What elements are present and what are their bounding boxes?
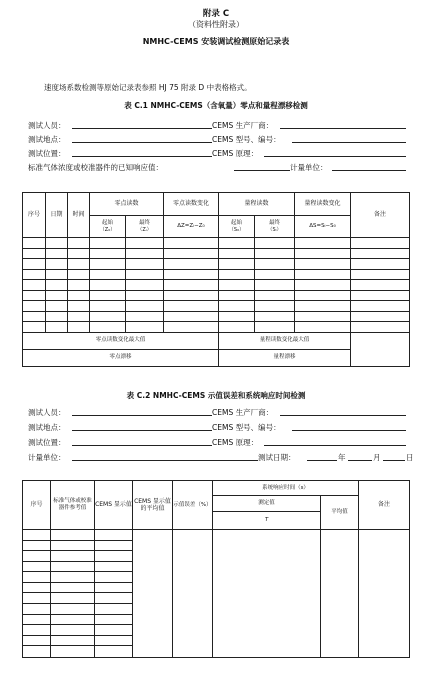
t2-subrow[interactable] — [51, 604, 94, 615]
t1-cell[interactable] — [90, 280, 126, 291]
t1-zero-end-label: 最终 — [139, 219, 151, 226]
t1-cell[interactable] — [255, 311, 295, 322]
t1-header-zero-end — [126, 216, 164, 238]
t2-day-line[interactable] — [383, 452, 405, 461]
t1-cell[interactable] — [68, 301, 90, 312]
t1-cell[interactable] — [68, 322, 90, 333]
t1-cell[interactable] — [219, 248, 255, 259]
t2-header-remark: 备注 — [359, 481, 410, 530]
t2-subrow[interactable] — [23, 604, 50, 615]
t1-cell[interactable] — [46, 238, 68, 249]
t2-header-error: 示值误差（%） — [173, 481, 213, 530]
t1-cell[interactable] — [126, 259, 164, 270]
t2-manufacturer-line[interactable] — [280, 407, 406, 416]
t1-cell[interactable] — [23, 238, 46, 249]
t2-subrow[interactable] — [51, 583, 94, 594]
t2-header-cems-value: CEMS 显示值 — [95, 481, 133, 530]
t1-cell[interactable] — [255, 269, 295, 280]
t1-cell[interactable] — [126, 238, 164, 249]
t1-row — [23, 248, 410, 259]
t2-error-cell[interactable] — [173, 530, 213, 658]
t1-cell[interactable] — [255, 259, 295, 270]
t1-cell[interactable] — [295, 290, 351, 301]
t1-cell[interactable] — [351, 301, 410, 312]
t1-unit-line[interactable] — [332, 162, 406, 171]
t1-cell[interactable] — [219, 301, 255, 312]
t1-header-zero-change: 零点读数变化 — [164, 193, 219, 216]
t1-cell[interactable] — [126, 311, 164, 322]
t2-manufacturer-label: CEMS 生产厂商： — [212, 408, 274, 417]
t2-subrow[interactable] — [51, 541, 94, 552]
t1-footer-remark-cell[interactable] — [351, 332, 410, 366]
t2-subrow[interactable] — [51, 593, 94, 604]
t1-principle-label: CEMS 原理： — [212, 149, 259, 158]
t1-cell[interactable] — [219, 290, 255, 301]
t1-cell[interactable] — [164, 290, 219, 301]
t2-cems-value-column — [95, 530, 133, 658]
t1-cell[interactable] — [295, 269, 351, 280]
t1-cell[interactable] — [90, 290, 126, 301]
t2-location-label: 测试地点： — [28, 423, 66, 432]
t1-cell[interactable] — [68, 248, 90, 259]
t2-test-date-label: 测试日期： — [258, 453, 296, 462]
reference-note: 速度场系数检测等原始记录表参照 HJ 75 附录 D 中表格格式。 — [44, 83, 252, 92]
t1-cell[interactable] — [219, 259, 255, 270]
t2-location-line[interactable] — [72, 422, 212, 431]
t1-cell[interactable] — [255, 301, 295, 312]
t1-row — [23, 290, 410, 301]
t2-row-location — [28, 422, 413, 434]
t1-cell[interactable] — [295, 259, 351, 270]
t1-cell[interactable] — [295, 248, 351, 259]
t1-header-date: 日期 — [46, 193, 68, 238]
t1-cell[interactable] — [23, 269, 46, 280]
t1-location-label: 测试地点： — [28, 135, 66, 144]
table2-grid — [22, 480, 410, 658]
t2-subrow[interactable] — [23, 625, 50, 636]
t2-day-label: 日 — [406, 453, 414, 462]
t2-std-gas-column — [51, 530, 95, 658]
t1-cell[interactable] — [90, 238, 126, 249]
t2-val-lines — [95, 530, 132, 657]
t1-cell[interactable] — [351, 311, 410, 322]
t1-row — [23, 269, 410, 280]
t1-cell[interactable] — [23, 322, 46, 333]
t1-cell[interactable] — [23, 248, 46, 259]
appendix-subtitle: （资料性附录） — [188, 20, 244, 29]
t2-remark-cell[interactable] — [359, 530, 410, 658]
t2-seq-lines — [23, 530, 50, 657]
t2-subrow[interactable] — [95, 530, 132, 541]
t1-cell[interactable] — [295, 238, 351, 249]
t1-standard-gas-line[interactable] — [234, 162, 290, 171]
t2-subrow[interactable] — [51, 636, 94, 647]
t1-cell[interactable] — [164, 311, 219, 322]
t1-header-ds: ΔS=Sᵢ−S₀ — [295, 216, 351, 238]
t1-cell[interactable] — [219, 311, 255, 322]
t1-cell[interactable] — [255, 322, 295, 333]
t1-header-span-end — [255, 216, 295, 238]
t1-cell[interactable] — [255, 290, 295, 301]
t1-cell[interactable] — [219, 280, 255, 291]
document-title: NMHC-CEMS 安装调试检测原始记录表 — [142, 37, 290, 46]
t2-subrow[interactable] — [95, 572, 132, 583]
t1-cell[interactable] — [68, 280, 90, 291]
t1-zi-symbol: （Zᵢ） — [137, 226, 152, 233]
t1-span-end-label: 最终 — [269, 219, 281, 226]
t1-header-zero-reading: 零点读数 — [90, 193, 164, 216]
t1-cell[interactable] — [351, 248, 410, 259]
t1-cell[interactable] — [351, 280, 410, 291]
t1-cell[interactable] — [90, 301, 126, 312]
t1-row-position — [28, 148, 413, 160]
t1-cell[interactable] — [351, 269, 410, 280]
t1-cell[interactable] — [219, 322, 255, 333]
t2-subrow[interactable] — [95, 541, 132, 552]
t1-manufacturer-label: CEMS 生产厂商： — [212, 121, 274, 130]
t1-row — [23, 322, 410, 333]
t1-cell[interactable] — [351, 238, 410, 249]
t2-subrow[interactable] — [51, 562, 94, 573]
t2-model-line[interactable] — [292, 422, 406, 431]
t1-header-zero-start — [90, 216, 126, 238]
t2-model-label: CEMS 型号、编号： — [212, 423, 281, 432]
t1-cell[interactable] — [351, 322, 410, 333]
t2-subrow[interactable] — [23, 636, 50, 647]
t1-cell[interactable] — [164, 322, 219, 333]
t2-principle-label: CEMS 原理： — [212, 438, 259, 447]
t1-cell[interactable] — [46, 259, 68, 270]
t2-subrow[interactable] — [23, 551, 50, 562]
t2-header-average: 平均值 — [321, 496, 359, 530]
t2-unit-label: 计量单位： — [28, 453, 66, 462]
t1-zero-drift-label: 零点漂移 — [23, 349, 219, 366]
t1-cell[interactable] — [46, 290, 68, 301]
t1-cell[interactable] — [295, 280, 351, 291]
t2-subrow[interactable] — [95, 615, 132, 626]
t2-position-label: 测试位置： — [28, 438, 66, 447]
t1-header-span-change: 量程读数变化 — [295, 193, 351, 216]
t1-manufacturer-line[interactable] — [280, 120, 406, 129]
t1-cell[interactable] — [68, 238, 90, 249]
t1-principle-line[interactable] — [264, 148, 406, 157]
t1-cell[interactable] — [90, 322, 126, 333]
t2-cems-avg-cell[interactable] — [133, 530, 173, 658]
t2-subrow[interactable] — [95, 551, 132, 562]
t2-header-cems-avg: CEMS 显示值的平均值 — [133, 481, 173, 530]
t1-cell[interactable] — [164, 238, 219, 249]
t2-subrow[interactable] — [95, 646, 132, 657]
t1-cell[interactable] — [68, 311, 90, 322]
t1-cell[interactable] — [295, 311, 351, 322]
t1-header-span-reading: 量程读数 — [219, 193, 295, 216]
t1-cell[interactable] — [23, 301, 46, 312]
t2-row-position — [28, 437, 413, 449]
t1-cell[interactable] — [255, 280, 295, 291]
t1-cell[interactable] — [255, 248, 295, 259]
t2-measured-cell[interactable] — [213, 530, 321, 658]
t1-cell[interactable] — [46, 311, 68, 322]
t2-subrow[interactable] — [51, 530, 94, 541]
t1-position-line[interactable] — [72, 148, 212, 157]
t2-average-cell[interactable] — [321, 530, 359, 658]
t1-cell[interactable] — [164, 248, 219, 259]
t2-subrow[interactable] — [23, 541, 50, 552]
t2-year-label: 年 — [338, 453, 346, 462]
t2-seq-column — [23, 530, 51, 658]
t1-cell[interactable] — [46, 248, 68, 259]
t1-cell[interactable] — [68, 290, 90, 301]
t1-cell[interactable] — [351, 290, 410, 301]
t1-si-symbol: （Sᵢ） — [267, 226, 282, 233]
t1-cell[interactable] — [255, 238, 295, 249]
table1-grid — [22, 192, 410, 367]
t1-header-remark: 备注 — [351, 193, 410, 238]
t1-cell[interactable] — [23, 311, 46, 322]
t1-cell[interactable] — [90, 311, 126, 322]
t1-row — [23, 259, 410, 270]
t1-cell[interactable] — [164, 269, 219, 280]
t2-tester-line[interactable] — [72, 407, 212, 416]
t1-unit-label: 计量单位： — [290, 163, 328, 172]
t1-cell[interactable] — [46, 301, 68, 312]
t2-subrow[interactable] — [95, 604, 132, 615]
t1-cell[interactable] — [126, 280, 164, 291]
t2-subrow[interactable] — [23, 583, 50, 594]
t2-header-std-gas: 标准气体或校准器件参考值 — [51, 481, 95, 530]
t2-unit-line[interactable] — [72, 452, 258, 461]
t2-subrow[interactable] — [51, 646, 94, 657]
t2-row-tester — [28, 407, 413, 419]
t1-span-drift-label: 量程漂移 — [219, 349, 351, 366]
t1-cell[interactable] — [46, 322, 68, 333]
t1-cell[interactable] — [126, 301, 164, 312]
t1-s0-symbol: （S₀） — [228, 226, 245, 233]
t2-header-seq: 序号 — [23, 481, 51, 530]
t1-cell[interactable] — [46, 269, 68, 280]
t1-cell[interactable] — [295, 301, 351, 312]
t1-cell[interactable] — [351, 259, 410, 270]
t1-cell[interactable] — [164, 301, 219, 312]
t1-cell[interactable] — [68, 269, 90, 280]
t1-cell[interactable] — [164, 259, 219, 270]
t2-subrow[interactable] — [51, 615, 94, 626]
t1-row — [23, 301, 410, 312]
t1-cell[interactable] — [126, 322, 164, 333]
t2-subrow[interactable] — [23, 530, 50, 541]
t2-subrow[interactable] — [23, 562, 50, 573]
t1-cell[interactable] — [219, 238, 255, 249]
t1-header-seq: 序号 — [23, 193, 46, 238]
t2-position-line[interactable] — [72, 437, 212, 446]
t1-cell[interactable] — [90, 259, 126, 270]
t1-cell[interactable] — [219, 269, 255, 280]
t1-row — [23, 238, 410, 249]
t2-subrow[interactable] — [95, 583, 132, 594]
t1-cell[interactable] — [126, 290, 164, 301]
t2-std-lines — [51, 530, 94, 657]
t1-header-time: 时间 — [68, 193, 90, 238]
t2-month-line[interactable] — [348, 452, 372, 461]
t1-cell[interactable] — [90, 248, 126, 259]
t2-principle-line[interactable] — [264, 437, 406, 446]
t1-model-line[interactable] — [292, 134, 406, 143]
t2-subrow[interactable] — [23, 646, 50, 657]
t2-header-response-time: 系统响应时间（s） — [213, 481, 359, 496]
t2-data-block — [23, 530, 410, 658]
t1-header-span-start — [219, 216, 255, 238]
t2-tester-label: 测试人员： — [28, 408, 66, 417]
t1-zero-start-label: 起始 — [101, 219, 113, 226]
appendix-label: 附录 C — [202, 9, 230, 19]
t1-location-line[interactable] — [72, 134, 212, 143]
t2-subrow[interactable] — [95, 562, 132, 573]
t1-cell[interactable] — [126, 269, 164, 280]
t1-cell[interactable] — [295, 322, 351, 333]
t1-cell[interactable] — [164, 280, 219, 291]
t2-subrow[interactable] — [51, 551, 94, 562]
t1-model-label: CEMS 型号、编号： — [212, 135, 281, 144]
table2-caption: 表 C.2 NMHC-CEMS 示值误差和系统响应时间检测 — [126, 391, 306, 400]
t2-subrow[interactable] — [95, 593, 132, 604]
t1-row — [23, 311, 410, 322]
t1-row-standard-gas — [28, 162, 413, 174]
t1-cell[interactable] — [23, 290, 46, 301]
t2-subrow[interactable] — [23, 615, 50, 626]
t2-row-unit — [28, 452, 413, 464]
t1-standard-gas-label: 标准气体浓度或校准器件的已知响应值： — [28, 163, 163, 172]
t2-month-label: 月 — [373, 453, 381, 462]
t2-subrow[interactable] — [51, 572, 94, 583]
t1-cell[interactable] — [68, 259, 90, 270]
t2-subrow[interactable] — [95, 625, 132, 636]
t1-data-rows — [23, 238, 410, 333]
t1-tester-line[interactable] — [72, 120, 212, 129]
t1-span-start-label: 起始 — [231, 219, 243, 226]
t2-subrow[interactable] — [51, 625, 94, 636]
table1-caption: 表 C.1 NMHC-CEMS（含氧量）零点和量程漂移检测 — [124, 101, 308, 110]
t1-cell[interactable] — [126, 248, 164, 259]
t1-cell[interactable] — [23, 259, 46, 270]
t2-header-t-symbol: T — [213, 512, 321, 530]
t1-z0-symbol: （Z₀） — [99, 226, 116, 233]
t1-row-tester — [28, 120, 413, 132]
t1-span-max-label: 量程读数变化最大值 — [219, 332, 351, 349]
t1-row-location — [28, 134, 413, 146]
t2-header-measured: 测定值 — [213, 496, 321, 512]
t2-subrow[interactable] — [23, 593, 50, 604]
t1-position-label: 测试位置： — [28, 149, 66, 158]
t1-header-dz: ΔZ=Zᵢ−Z₀ — [164, 216, 219, 238]
t2-subrow[interactable] — [23, 572, 50, 583]
t2-year-line[interactable] — [307, 452, 337, 461]
t1-cell[interactable] — [46, 280, 68, 291]
t1-cell[interactable] — [23, 280, 46, 291]
t2-subrow[interactable] — [95, 636, 132, 647]
t1-tester-label: 测试人员： — [28, 121, 66, 130]
t1-zero-max-label: 零点读数变化最大值 — [23, 332, 219, 349]
t1-row — [23, 280, 410, 291]
t1-cell[interactable] — [90, 269, 126, 280]
